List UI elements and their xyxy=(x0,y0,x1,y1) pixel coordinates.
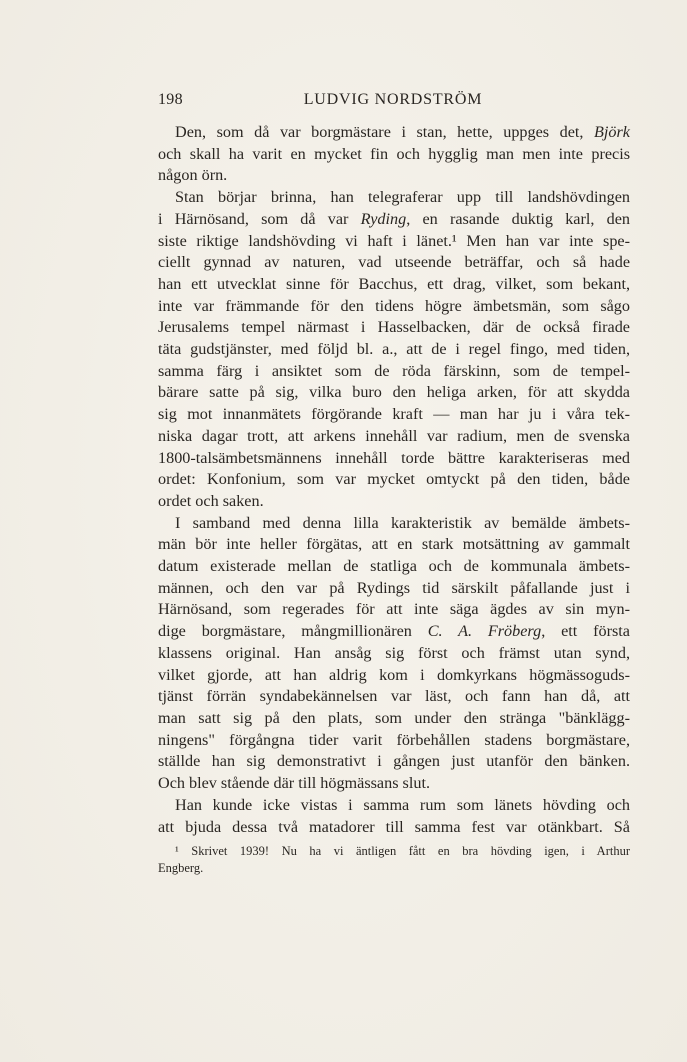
text-line: ciellt gynnad av naturen, vad utseende beträffar, och så hade xyxy=(158,253,630,272)
paragraph-4 xyxy=(158,795,630,838)
text-line: niska dagar trott, att arkens innehåll var radium, men de svenska xyxy=(158,426,630,445)
running-title: LUDVIG NORDSTRÖM xyxy=(303,91,483,108)
text-line: ningens" förgångna tider varit förbehållen stadens borgmästare, xyxy=(158,730,630,749)
footnote-line: Engberg. xyxy=(158,861,204,875)
text-line: ordet och saken. xyxy=(158,491,264,510)
text-line: siste riktige landshövding vi haft i länet.¹ Men han var inte spe- xyxy=(158,231,630,250)
text-line: Härnösand, som regerades för att inte säga ägdes av sin myn- xyxy=(158,600,630,619)
text-line: täta gudstjänster, med följd bl. a., att de i regel fingo, med tiden, xyxy=(158,340,630,359)
text-line: Stan börjar brinna, han telegraferar upp till landshövdingen xyxy=(175,188,630,207)
text-line: 1800-talsämbetsmännens innehåll torde bättre karakteriseras med xyxy=(158,448,630,467)
text-line: han ett utvecklat sinne för Bacchus, ett drag, vilket, som bekant, xyxy=(158,274,630,293)
text-line: tjänst förrän syndabekännelsen var läst, och fann han då, att xyxy=(158,687,630,706)
paragraph-3 xyxy=(158,513,630,795)
paragraph-1 xyxy=(158,122,630,187)
text-line: och skall ha varit en mycket fin och hygglig man men inte precis xyxy=(158,144,630,163)
page-header xyxy=(158,91,628,113)
text-line: bärare satte på sig, vilka buro den heliga arken, för att skydda xyxy=(158,383,630,402)
text-line: datum existerade mellan de statliga och de kommunala ämbets- xyxy=(158,557,630,576)
text-line: klassens original. Han ansåg sig först och främst utan synd, xyxy=(158,643,630,662)
text-line: Han kunde icke vistas i samma rum som länets hövding och xyxy=(175,795,630,814)
text-line: någon örn. xyxy=(158,166,228,185)
text-line: man satt sig på den plats, som under den stränga "bänklägg- xyxy=(158,708,630,727)
text-line: att bjuda dessa två matadorer till samma fest var otänkbart. Så xyxy=(158,817,630,836)
text-line: männen, och den var på Rydings tid särskilt påfallande just i xyxy=(158,578,630,597)
text-line: män bör inte heller förgätas, att en stark motsättning av gammalt xyxy=(158,535,630,554)
text-line: ställde han sig demonstrativt i gången just utanför den bänken. xyxy=(158,752,630,771)
text-line: ordet: Konfonium, som var mycket omtyckt på den tiden, både xyxy=(158,470,630,489)
text-line: inte var främmande för den tidens högre ämbetsmän, som sågo xyxy=(158,296,630,315)
text-line: dige borgmästare, mångmillionären C. A. Fröberg, ett första xyxy=(158,622,630,641)
text-line: samma färg i ansiktet som de röda färskinn, som de tempel- xyxy=(158,361,630,380)
text-line: Den, som då var borgmästare i stan, hette, uppges det, Björk xyxy=(175,123,630,141)
text-line: vilket gjorde, att han aldrig kom i domkyrkans högmässoguds- xyxy=(158,665,630,684)
footnote-line: ¹ Skrivet 1939! Nu ha vi äntligen fått en bra hövding igen, i Arthur xyxy=(175,844,630,858)
text-line: sig mot innanmätets förgörande kraft — man har ju i våra tek- xyxy=(158,405,630,424)
text-line: I samband med denna lilla karakteristik av bemälde ämbets- xyxy=(175,513,630,532)
paragraph-2 xyxy=(158,187,630,513)
footnote xyxy=(158,843,630,877)
body-text xyxy=(158,122,630,838)
page-number: 198 xyxy=(158,91,183,108)
text-line: Jerusalems tempel närmast i Hasselbacken, där de också firade xyxy=(158,318,630,337)
text-line: i Härnösand, som då var Ryding, en rasande duktig karl, den xyxy=(158,209,630,228)
text-line: Och blev stående där till högmässans slut. xyxy=(158,774,430,793)
